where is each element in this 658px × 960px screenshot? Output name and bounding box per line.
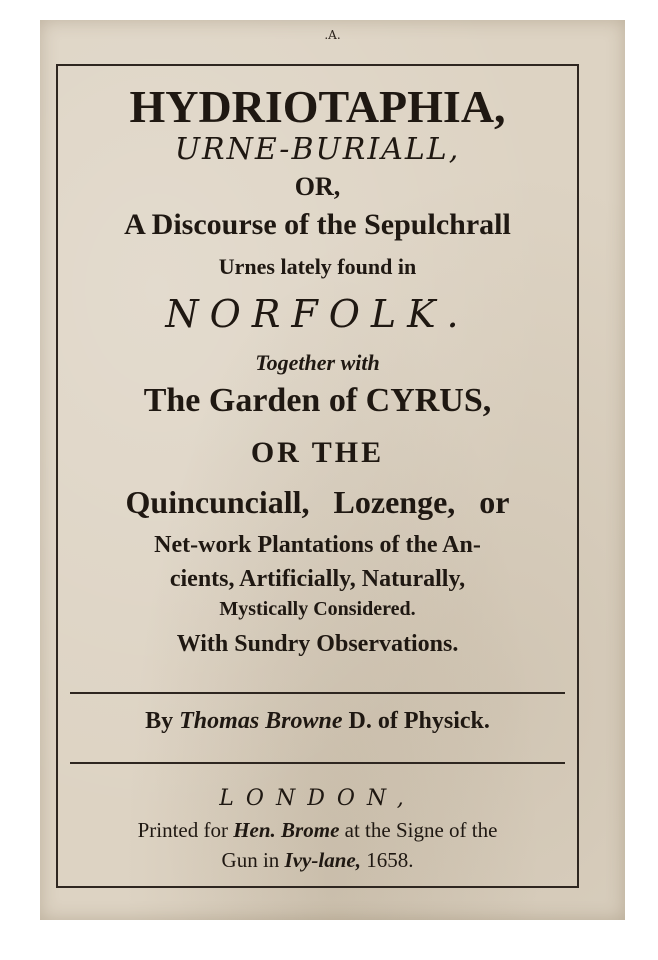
main-title: HYDRIOTAPHIA,	[129, 81, 506, 132]
or-connector: OR,	[294, 172, 341, 201]
or-the-line: OR THE	[250, 436, 385, 469]
together-line: Together with	[255, 350, 380, 375]
title-frame	[56, 64, 579, 888]
imprint-gun-in: Gun in	[221, 848, 280, 872]
imprint-lane: Ivy-lane,	[284, 848, 361, 872]
imprint-line-2	[58, 848, 577, 873]
divider-rule-top	[70, 692, 565, 694]
author-suffix: D. of Physick.	[348, 708, 490, 734]
signature-mark: .A.	[324, 28, 341, 42]
title-page	[40, 20, 625, 920]
garden-title: The Garden of CYRUS,	[143, 382, 492, 419]
cients-line: cients, Artificially, Naturally,	[169, 566, 466, 592]
mystically-line: Mystically Considered.	[219, 598, 416, 620]
imprint-signe: at the Signe of the	[344, 818, 498, 842]
imprint-printed-for: Printed for	[137, 818, 228, 842]
imprint-line-1	[58, 818, 577, 843]
imprint-city: LONDON,	[219, 786, 416, 811]
imprint-publisher: Hen. Brome	[233, 818, 340, 842]
discourse-line: A Discourse of the Sepulchrall	[124, 208, 511, 241]
divider-rule-bottom	[70, 762, 565, 764]
place-name: NORFOLK.	[165, 292, 470, 336]
author-line	[58, 708, 577, 735]
urnes-line: Urnes lately found in	[218, 254, 417, 279]
quincunciall-line: Quincunciall, Lozenge, or	[125, 484, 510, 520]
imprint-year: 1658.	[366, 848, 414, 872]
network-line: Net-work Plantations of the An-	[154, 532, 481, 558]
subtitle: URNE-BURIALL,	[174, 132, 461, 167]
observations-line: With Sundry Observations.	[176, 631, 459, 657]
author-prefix: By	[145, 708, 174, 734]
author-name: Thomas Browne	[179, 708, 343, 734]
